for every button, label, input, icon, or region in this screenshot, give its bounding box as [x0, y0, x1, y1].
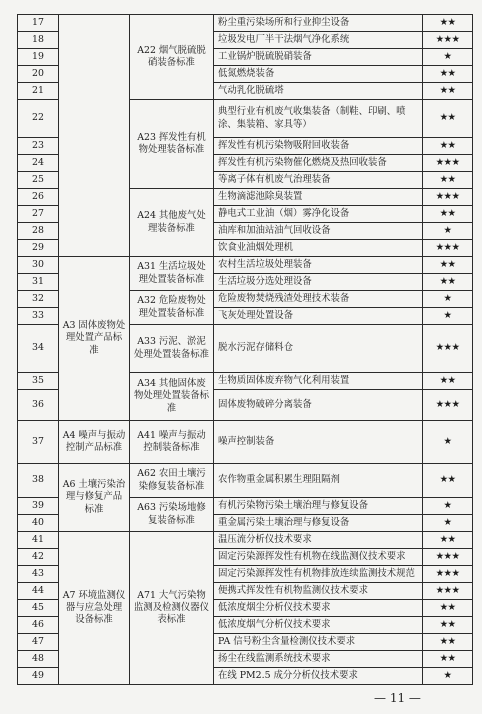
priority-stars: ★ — [423, 668, 473, 685]
item-name: 重金属污染土壤治理与修复设备 — [214, 515, 423, 532]
table-row — [18, 15, 473, 32]
row-number: 39 — [18, 498, 59, 515]
item-name: 固定污染源挥发性有机物排放连续监测技术规范 — [214, 566, 423, 583]
item-name: 有机污染物污染土壤治理与修复设备 — [214, 498, 423, 515]
priority-stars: ★★ — [423, 15, 473, 32]
row-number: 35 — [18, 373, 59, 390]
row-number: 34 — [18, 325, 59, 373]
standards-table — [17, 14, 473, 685]
page-number: — 11 — — [374, 691, 421, 705]
row-number: 22 — [18, 100, 59, 138]
item-name: 温压流分析仪技术要求 — [214, 532, 423, 549]
row-number: 33 — [18, 308, 59, 325]
priority-stars: ★★ — [423, 257, 473, 274]
subcategory-cell: A34 其他固体废物处理处置装备标准 — [130, 373, 214, 421]
row-number: 40 — [18, 515, 59, 532]
item-name: 油库和加油站油气回收设备 — [214, 223, 423, 240]
row-number: 26 — [18, 189, 59, 206]
table-row — [18, 464, 473, 498]
item-name: 等离子体有机废气治理装备 — [214, 172, 423, 189]
item-name: 气动乳化脱硫塔 — [214, 83, 423, 100]
priority-stars: ★★ — [423, 138, 473, 155]
item-name: 便携式挥发性有机物监测仪技术要求 — [214, 583, 423, 600]
row-number: 28 — [18, 223, 59, 240]
row-number: 23 — [18, 138, 59, 155]
priority-stars: ★★★ — [423, 549, 473, 566]
subcategory-cell: A62 农田土壤污染修复装备标准 — [130, 464, 214, 498]
row-number: 48 — [18, 651, 59, 668]
table-row — [18, 257, 473, 274]
row-number: 32 — [18, 291, 59, 308]
category-cell: A6 土壤污染治理与修复产品标准 — [59, 464, 130, 532]
category-cell-empty — [59, 15, 130, 257]
item-name: 农作物重金属积累生理阻隔剂 — [214, 464, 423, 498]
subcategory-cell: A31 生活垃圾处理处置装备标准 — [130, 257, 214, 291]
row-number: 17 — [18, 15, 59, 32]
item-name: 固定污染源挥发性有机物在线监测仪技术要求 — [214, 549, 423, 566]
priority-stars: ★★ — [423, 600, 473, 617]
item-name: 低浓度烟尘分析仪技术要求 — [214, 600, 423, 617]
priority-stars: ★ — [423, 308, 473, 325]
category-cell: A3 固体废物处理处置产品标准 — [59, 257, 130, 421]
priority-stars: ★★★ — [423, 32, 473, 49]
priority-stars: ★★ — [423, 464, 473, 498]
priority-stars: ★★ — [423, 617, 473, 634]
row-number: 43 — [18, 566, 59, 583]
priority-stars: ★ — [423, 515, 473, 532]
item-name: 农村生活垃圾处理装备 — [214, 257, 423, 274]
row-number: 24 — [18, 155, 59, 172]
row-number: 31 — [18, 274, 59, 291]
priority-stars: ★ — [423, 223, 473, 240]
item-name: 挥发性有机污染物催化燃烧及热回收装备 — [214, 155, 423, 172]
subcategory-cell: A71 大气污染物监测及检测仪器仪表标准 — [130, 532, 214, 685]
item-name: PA 信号粉尘含量检测仪技术要求 — [214, 634, 423, 651]
priority-stars: ★ — [423, 421, 473, 464]
item-name: 粉尘重污染场所和行业抑尘设备 — [214, 15, 423, 32]
row-number: 20 — [18, 66, 59, 83]
subcategory-cell: A23 挥发性有机物处理装备标准 — [130, 100, 214, 189]
item-name: 固体废物破碎分离装备 — [214, 390, 423, 421]
priority-stars: ★★★ — [423, 566, 473, 583]
priority-stars: ★★★ — [423, 155, 473, 172]
priority-stars: ★★ — [423, 66, 473, 83]
row-number: 44 — [18, 583, 59, 600]
item-name: 挥发性有机污染物吸附回收装备 — [214, 138, 423, 155]
row-number: 49 — [18, 668, 59, 685]
row-number: 18 — [18, 32, 59, 49]
item-name: 飞灰处理处置设备 — [214, 308, 423, 325]
priority-stars: ★★ — [423, 274, 473, 291]
row-number: 29 — [18, 240, 59, 257]
category-cell: A7 环境监测仪器与应急处理设备标准 — [59, 532, 130, 685]
priority-stars: ★★ — [423, 373, 473, 390]
priority-stars: ★★★ — [423, 189, 473, 206]
priority-stars: ★★ — [423, 172, 473, 189]
row-number: 47 — [18, 634, 59, 651]
priority-stars: ★★ — [423, 634, 473, 651]
item-name: 低氮燃烧装备 — [214, 66, 423, 83]
item-name: 生活垃圾分选处理设备 — [214, 274, 423, 291]
priority-stars: ★★ — [423, 206, 473, 223]
subcategory-cell: A32 危险废物处理处置装备标准 — [130, 291, 214, 325]
row-number: 46 — [18, 617, 59, 634]
table-row — [18, 532, 473, 549]
priority-stars: ★ — [423, 498, 473, 515]
item-name: 生物质固体废弃物气化利用装置 — [214, 373, 423, 390]
subcategory-cell: A33 污泥、淤泥处理处置装备标准 — [130, 325, 214, 373]
priority-stars: ★★★ — [423, 325, 473, 373]
row-number: 21 — [18, 83, 59, 100]
row-number: 45 — [18, 600, 59, 617]
subcategory-cell: A22 烟气脱硫脱硝装备标准 — [130, 15, 214, 100]
row-number: 25 — [18, 172, 59, 189]
item-name: 噪声控制装备 — [214, 421, 423, 464]
row-number: 30 — [18, 257, 59, 274]
subcategory-cell: A63 污染场地修复装备标准 — [130, 498, 214, 532]
item-name: 工业锅炉脱硫脱硝装备 — [214, 49, 423, 66]
priority-stars: ★★ — [423, 83, 473, 100]
item-name: 扬尘在线监测系统技术要求 — [214, 651, 423, 668]
priority-stars: ★★ — [423, 532, 473, 549]
priority-stars: ★★★ — [423, 240, 473, 257]
priority-stars: ★ — [423, 49, 473, 66]
row-number: 38 — [18, 464, 59, 498]
priority-stars: ★★★ — [423, 583, 473, 600]
table-body — [18, 15, 473, 685]
item-name: 生物滴滤池除臭装置 — [214, 189, 423, 206]
priority-stars: ★★★ — [423, 390, 473, 421]
item-name: 危险废物焚烧残渣处理技术装备 — [214, 291, 423, 308]
subcategory-cell: A24 其他废气处理装备标准 — [130, 189, 214, 257]
item-name: 饮食业油烟处理机 — [214, 240, 423, 257]
item-name: 静电式工业油（烟）雾净化设备 — [214, 206, 423, 223]
item-name: 垃圾发电厂半干法烟气净化系统 — [214, 32, 423, 49]
priority-stars: ★★ — [423, 651, 473, 668]
priority-stars: ★ — [423, 291, 473, 308]
item-name: 脱水污泥存储料仓 — [214, 325, 423, 373]
row-number: 19 — [18, 49, 59, 66]
row-number: 36 — [18, 390, 59, 421]
item-name: 典型行业有机废气收集装备（制鞋、印刷、喷涂、集装箱、家具等） — [214, 100, 423, 138]
priority-stars: ★★ — [423, 100, 473, 138]
row-number: 41 — [18, 532, 59, 549]
item-name: 低浓度烟气分析仪技术要求 — [214, 617, 423, 634]
category-cell: A4 噪声与振动控制产品标准 — [59, 421, 130, 464]
row-number: 42 — [18, 549, 59, 566]
subcategory-cell: A41 噪声与振动控制装备标准 — [130, 421, 214, 464]
item-name: 在线 PM2.5 成分分析仪技术要求 — [214, 668, 423, 685]
row-number: 37 — [18, 421, 59, 464]
row-number: 27 — [18, 206, 59, 223]
table-row — [18, 421, 473, 464]
